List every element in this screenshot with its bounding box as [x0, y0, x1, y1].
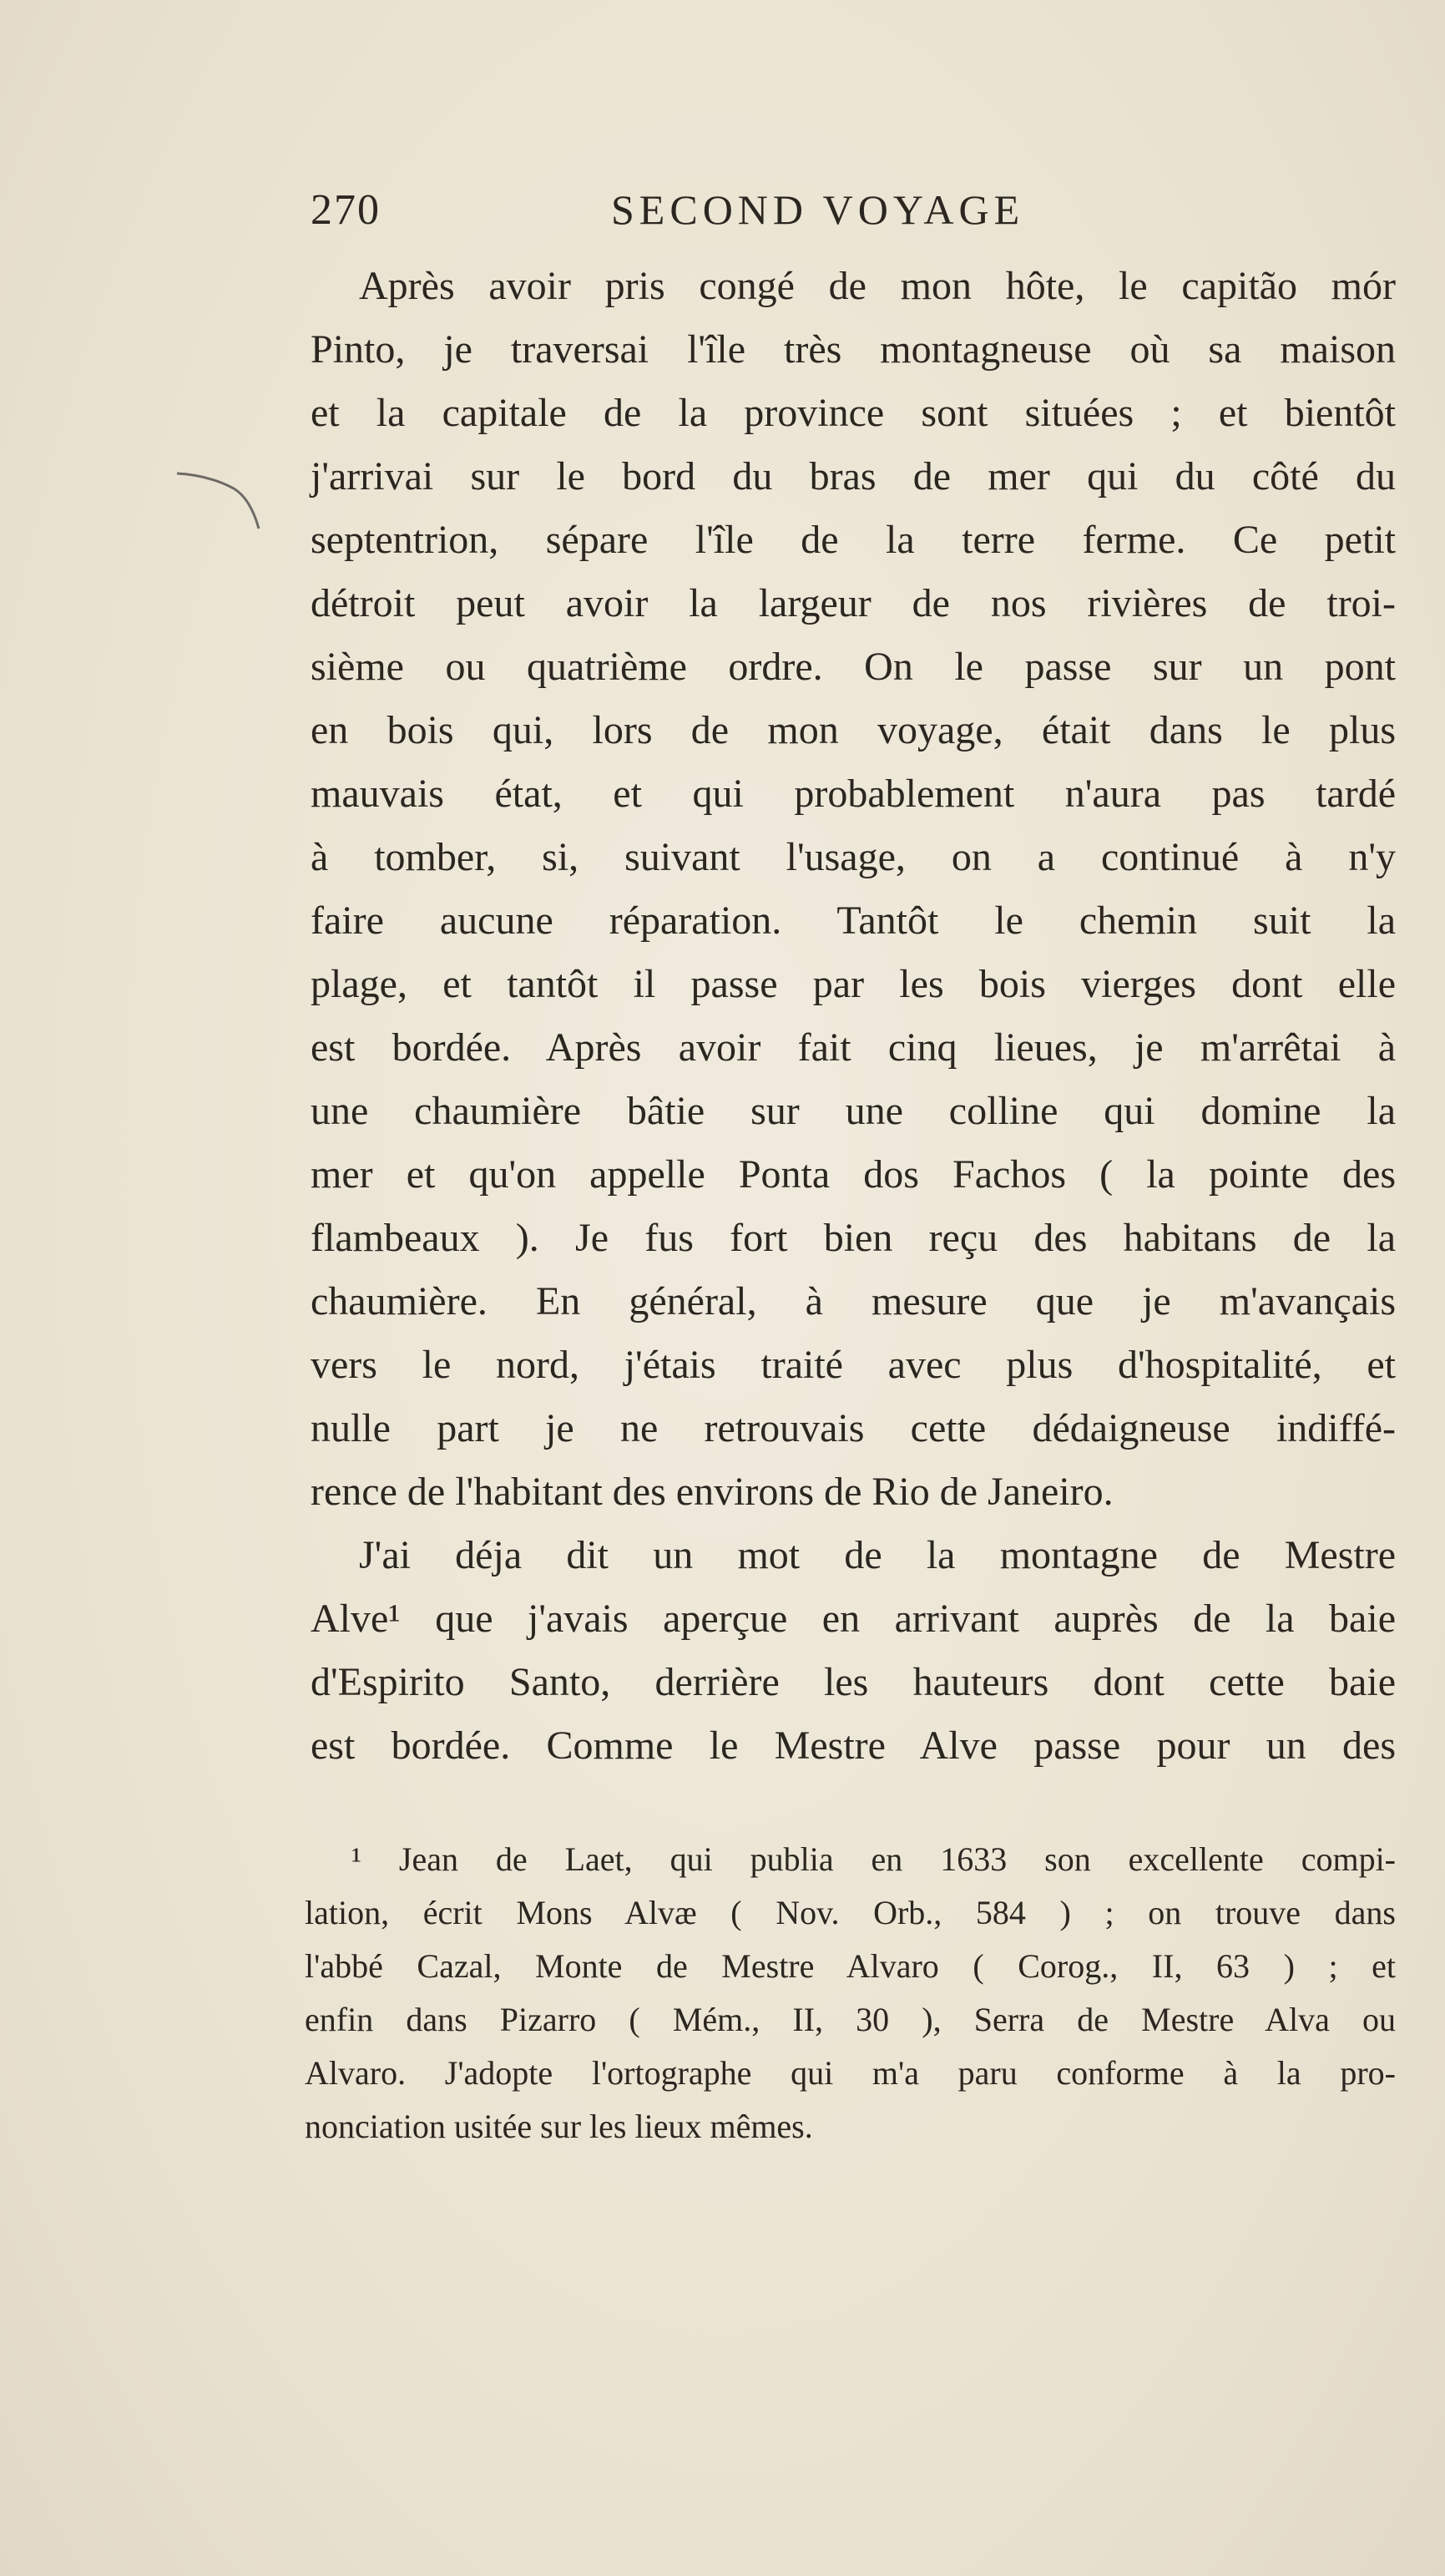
text-line: j'arrivai sur le bord du bras de mer qui du côté du — [311, 454, 1396, 498]
footnote-line: nonciation usitée sur les lieux mêmes. — [305, 2108, 813, 2145]
footnote-line: lation, écrit Mons Alvæ ( Nov. Orb., 584 ) ; on trouve dans — [305, 1894, 1396, 1931]
margin-pencil-mark — [175, 463, 267, 539]
text-line: faire aucune réparation. Tantôt le chemin suit la — [311, 898, 1396, 943]
text-line: J'ai déja dit un mot de la montagne de Mestre — [359, 1533, 1396, 1577]
footnote — [305, 1833, 1396, 2153]
text-line: mauvais état, et qui probablement n'aura pas tardé — [311, 772, 1396, 816]
page-header — [311, 185, 1396, 252]
text-line: en bois qui, lors de mon voyage, était dans le plus — [311, 708, 1396, 752]
text-line: d'Espirito Santo, derrière les hauteurs dont cette baie — [311, 1660, 1396, 1704]
text-line: plage, et tantôt il passe par les bois vierges dont elle — [311, 962, 1396, 1006]
text-line: sième ou quatrième ordre. On le passe sur un pont — [311, 645, 1396, 689]
text-line: Alve¹ que j'avais aperçue en arrivant auprès de la baie — [311, 1597, 1396, 1641]
text-line: à tomber, si, suivant l'usage, on a continué à n'y — [311, 835, 1396, 879]
footnote-line: enfin dans Pizarro ( Mém., II, 30 ), Serra de Mestre Alva ou — [305, 2001, 1396, 2038]
text-line: Après avoir pris congé de mon hôte, le capitão mór — [359, 264, 1396, 308]
running-title: SECOND VOYAGE — [611, 186, 1025, 233]
text-line: flambeaux ). Je fus fort bien reçu des habitans de la — [311, 1216, 1396, 1260]
text-line: et la capitale de la province sont situées ; et bientôt — [311, 391, 1396, 435]
text-line: vers le nord, j'étais traité avec plus d'hospitalité, et — [311, 1343, 1396, 1387]
text-line: septentrion, sépare l'île de la terre ferme. Ce petit — [311, 518, 1396, 562]
footnote-line: l'abbé Cazal, Monte de Mestre Alvaro ( Corog., II, 63 ) ; et — [305, 1947, 1396, 1985]
page-number: 270 — [311, 186, 381, 234]
text-line: détroit peut avoir la largeur de nos rivières de troi- — [311, 581, 1396, 625]
main-text — [311, 255, 1396, 1778]
text-line: rence de l'habitant des environs de Rio de Janeiro. — [311, 1470, 1114, 1514]
text-line: est bordée. Après avoir fait cinq lieues, je m'arrêtai à — [311, 1025, 1396, 1070]
text-line: chaumière. En général, à mesure que je m'avançais — [311, 1279, 1396, 1323]
text-line: mer et qu'on appelle Ponta dos Fachos ( la pointe des — [311, 1152, 1396, 1197]
footnote-line: ¹ Jean de Laet, qui publia en 1633 son excellente compi- — [351, 1840, 1396, 1878]
footnote-line: Alvaro. J'adopte l'ortographe qui m'a paru conforme à la pro- — [305, 2054, 1396, 2092]
text-line: une chaumière bâtie sur une colline qui domine la — [311, 1089, 1396, 1133]
text-line: nulle part je ne retrouvais cette dédaigneuse indiffé- — [311, 1406, 1396, 1450]
text-line: est bordée. Comme le Mestre Alve passe pour un des — [311, 1723, 1396, 1768]
text-line: Pinto, je traversai l'île très montagneuse où sa maison — [311, 327, 1396, 372]
